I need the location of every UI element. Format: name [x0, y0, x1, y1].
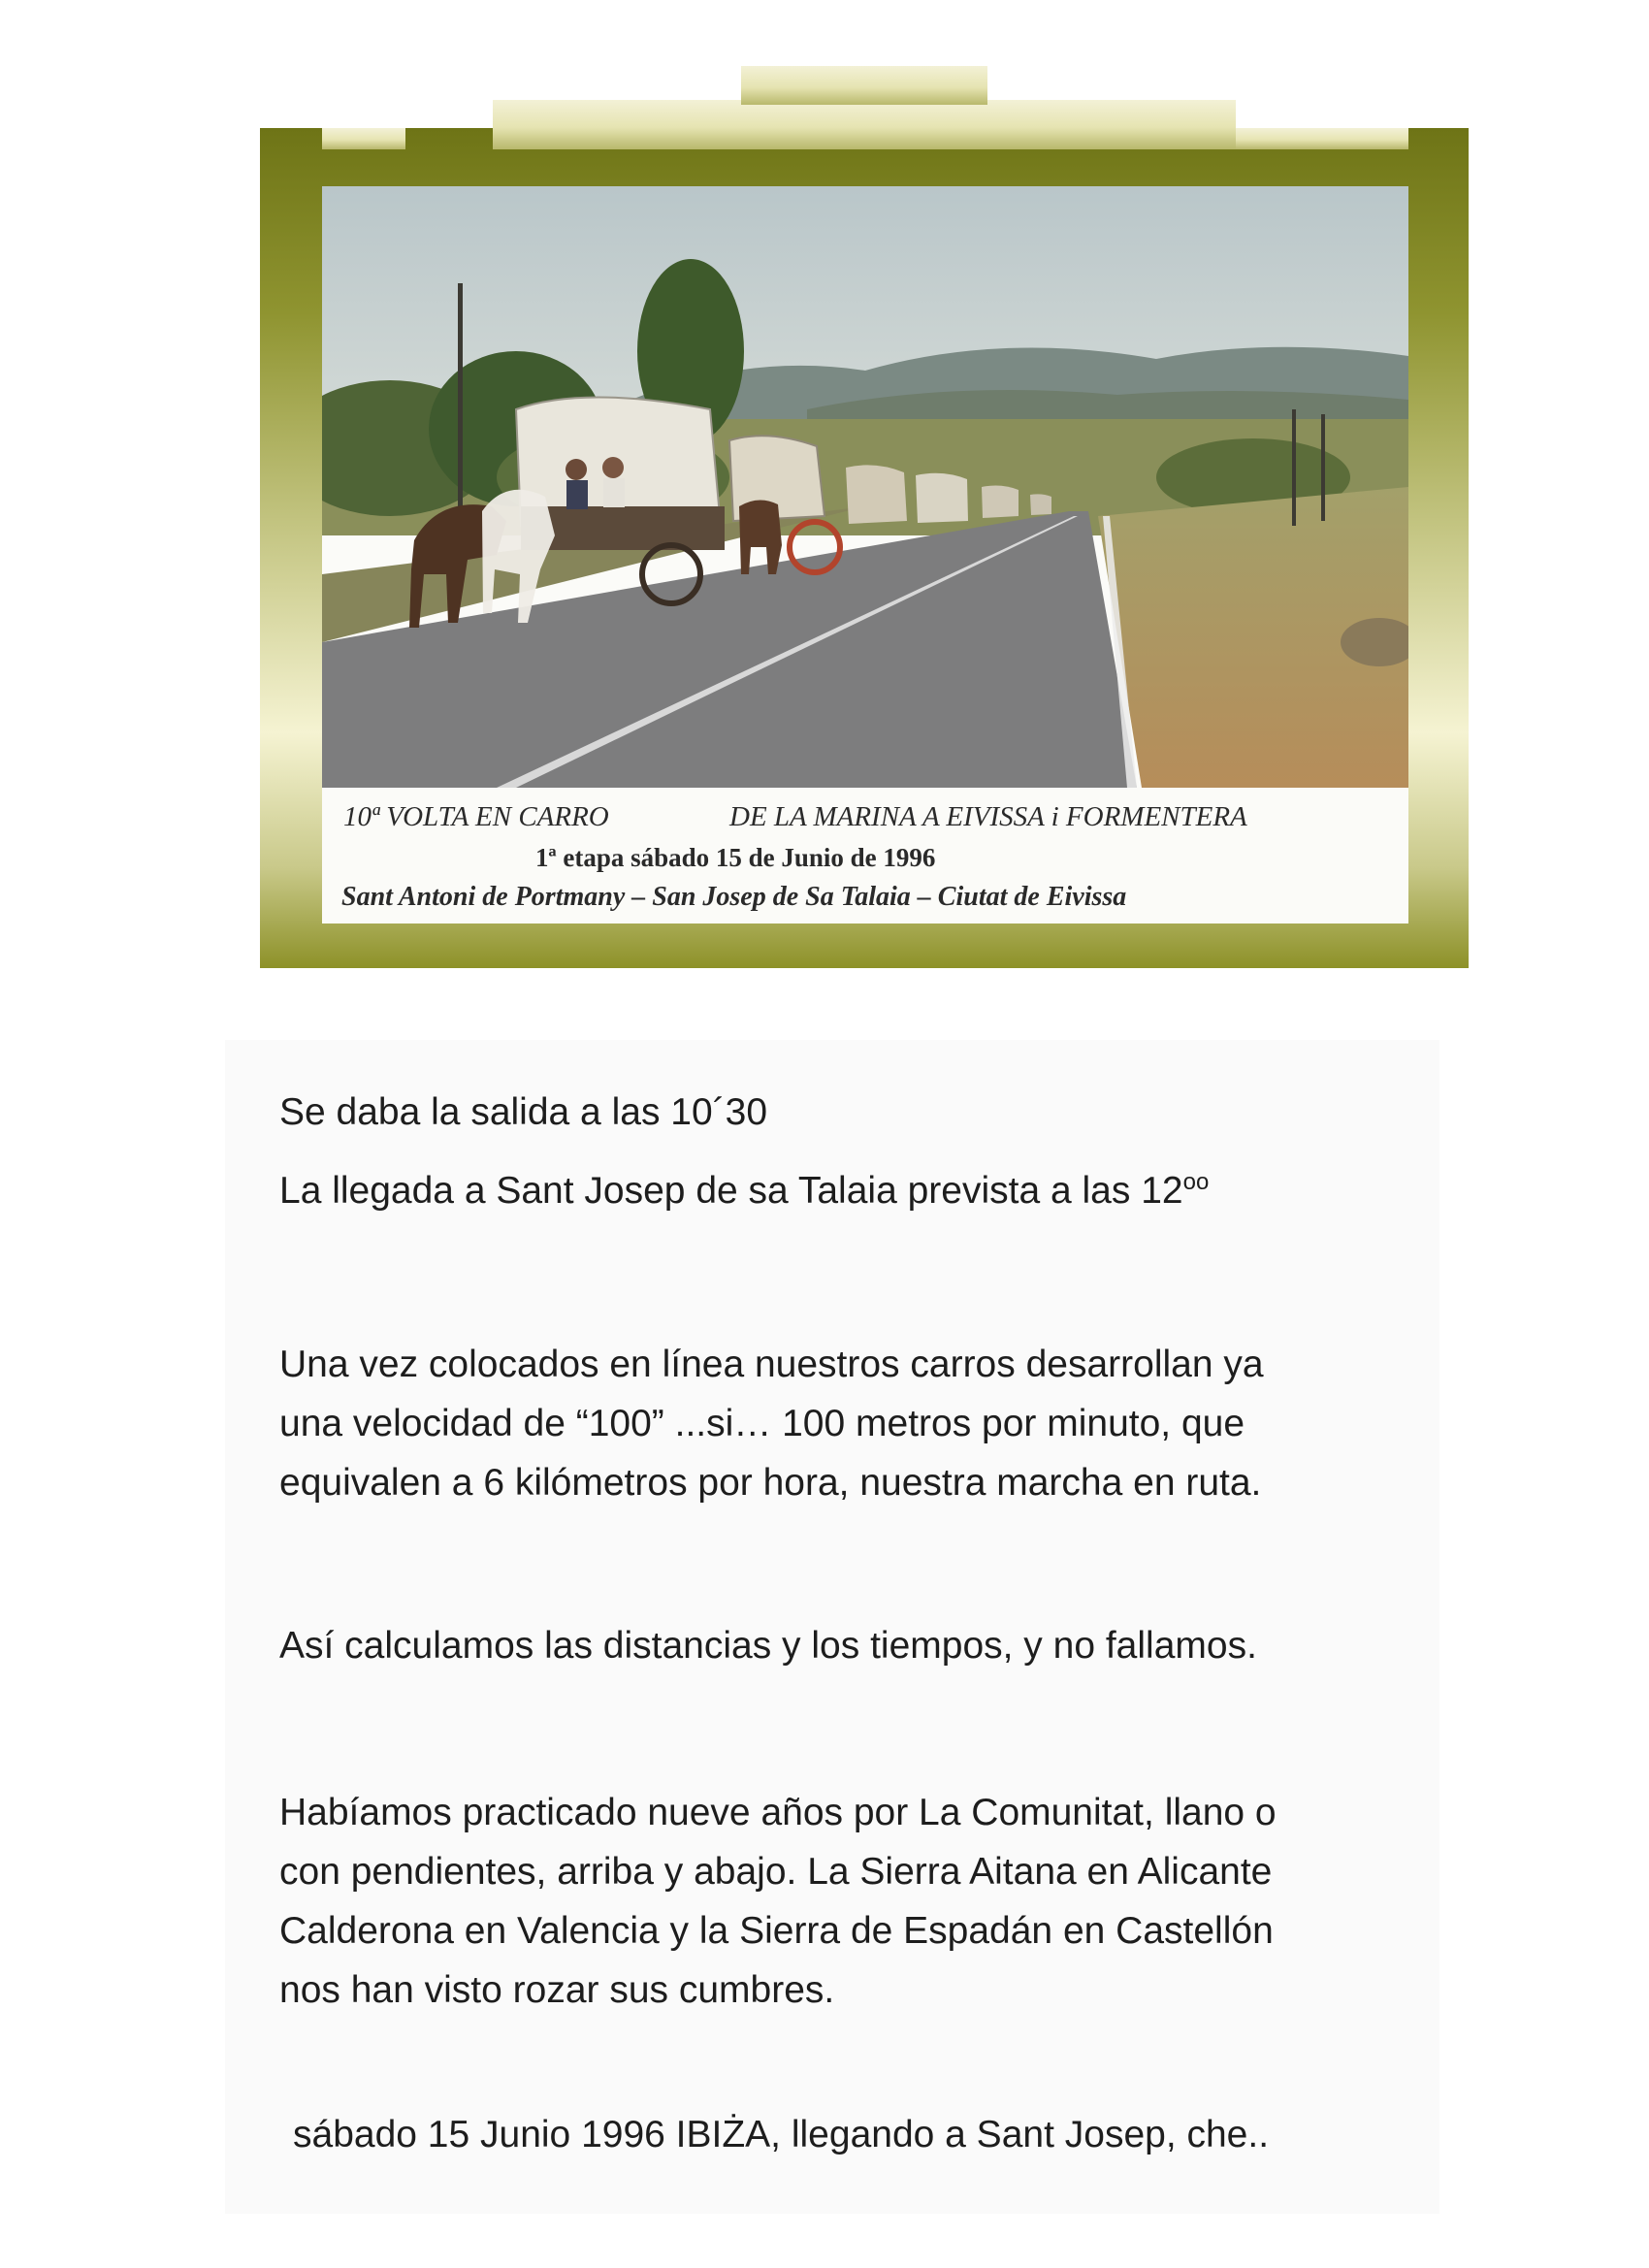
paragraph-closing: sábado 15 Junio 1996 IBIŻA, llegando a Sant Josep, che..	[293, 2114, 1270, 2155]
practice-line-4: nos han visto rozar sus cumbres.	[279, 1969, 835, 2011]
caption-stage-date: 1ª etapa sábado 15 de Junio de 1996	[535, 843, 936, 872]
paragraph-speed	[279, 1335, 1264, 1512]
paragraph-practice	[279, 1783, 1277, 2020]
paragraph-departure: Se daba la salida a las 10´30	[279, 1091, 768, 1133]
caption-route: Sant Antoni de Portmany – San Josep de Sa Talaia – Ciutat de Eivissa	[341, 882, 1127, 912]
speed-line-2: una velocidad de “100” ...si… 100 metros por minuto, que	[279, 1403, 1245, 1444]
arrival-text: La llegada a Sant Josep de sa Talaia prevista a las 12	[279, 1170, 1183, 1212]
frame-merlon-right	[1236, 128, 1408, 149]
frame-merlon-middle	[493, 100, 1236, 149]
practice-line-1: Habíamos practicado nueve años por La Comunitat, llano o	[279, 1792, 1277, 1833]
practice-line-2: con pendientes, arriba y abajo. La Sierra Aitana en Alicante	[279, 1851, 1273, 1893]
caption-title-right: DE LA MARINA A EIVISSA i FORMENTERA	[729, 801, 1247, 832]
paragraph-arrival	[279, 1161, 1209, 1220]
arrival-superscript: oo	[1182, 1169, 1210, 1195]
carriage-photo	[322, 186, 1408, 788]
frame-merlon-top	[741, 66, 987, 105]
speed-line-3: equivalen a 6 kilómetros por hora, nuestra marcha en ruta.	[279, 1462, 1262, 1504]
frame-merlon-left	[322, 128, 405, 149]
photo-caption	[322, 794, 1408, 923]
caption-title-left: 10ª VOLTA EN CARRO	[343, 801, 609, 832]
paragraph-calculation: Así calculamos las distancias y los tiempos, y no fallamos.	[279, 1625, 1257, 1667]
practice-line-3: Calderona en Valencia y la Sierra de Espadán en Castellón	[279, 1910, 1274, 1952]
speed-line-1: Una vez colocados en línea nuestros carros desarrollan ya	[279, 1344, 1264, 1385]
